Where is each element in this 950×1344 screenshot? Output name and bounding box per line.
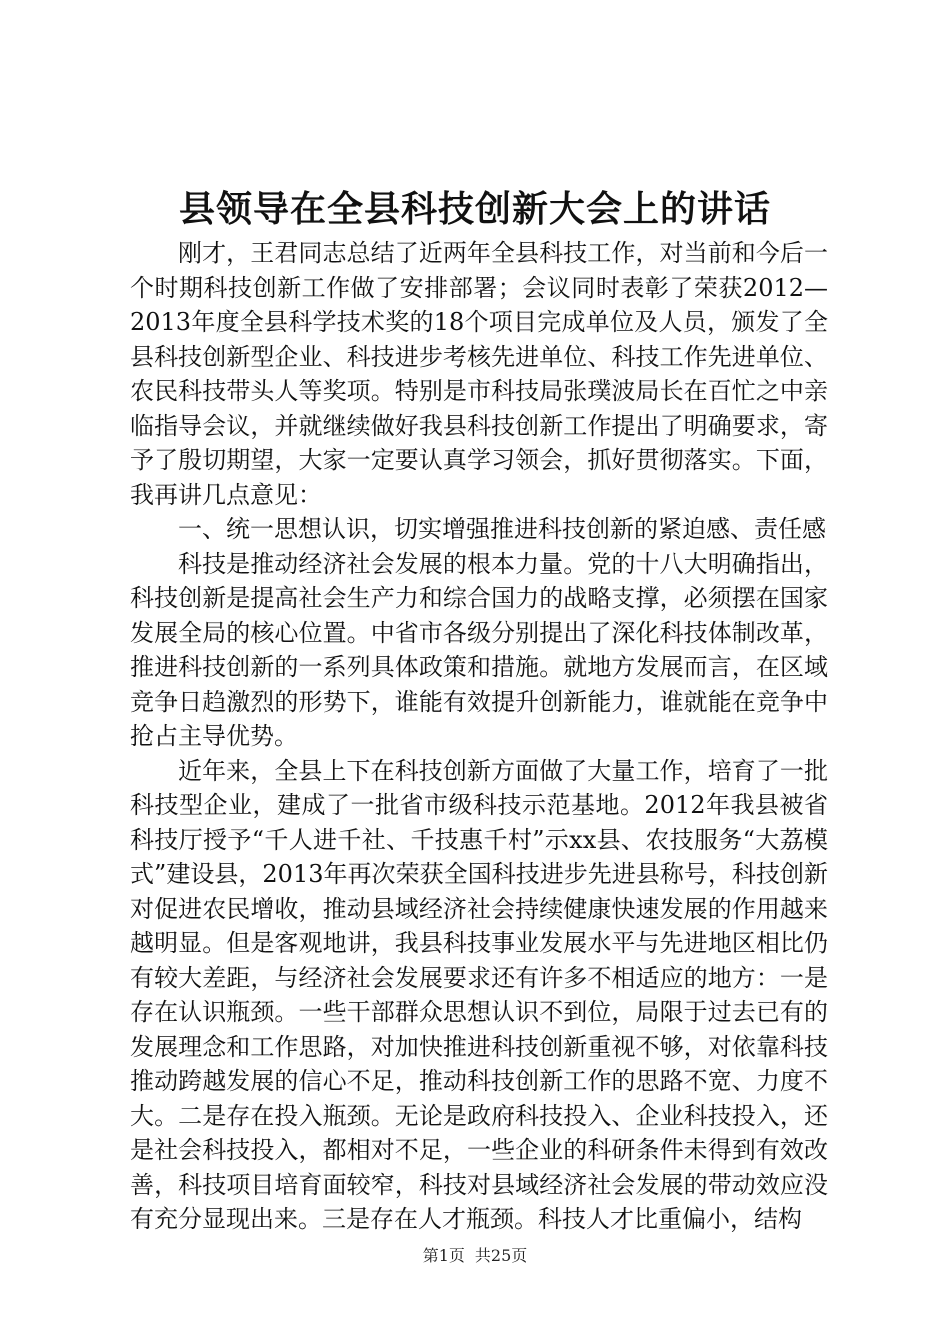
page-footer: [0, 1245, 950, 1267]
paragraph: 科技是推动经济社会发展的根本力量。党的十八大明确指出，科技创新是提高社会生产力和综合国力的战略支撑，必须摆在国家发展全局的核心位置。中省市各级分别提出了深化科技体制改革，推进科技创新的一系列具体政策和措施。就地方发展而言，在区域竞争日趋激烈的形势下，谁能有效提升创新能力，谁就能在竞争中抢占主导优势。: [130, 549, 828, 750]
section-heading: 一、统一思想认识，切实增强推进科技创新的紧迫感、责任感: [178, 515, 826, 543]
paragraph: 近年来，全县上下在科技创新方面做了大量工作，培育了一批科技型企业，建成了一批省市级科技示范基地。2012年我县被省科技厅授予“千人进千社、千技惠千村”示xx县、农技服务“大荔模式”建设县，2013年再次荣获全国科技进步先进县称号，科技创新对促进农民增收，推动县域经济社会持续健康快速发展的作用越来越明显。但是客观地讲，我县科技事业发展水平与先进地区相比仍有较大差距，与经济社会发展要求还有许多不相适应的地方：一是存在认识瓶颈。一些干部群众思想认识不到位，局限于过去已有的发展理念和工作思路，对加快推进科技创新重视不够，对依靠科技推动跨越发展的信心不足，推动科技创新工作的思路不宽、力度不大。二是存在投入瓶颈。无论是政府科技投入、企业科技投入，还是社会科技投入，都相对不足，一些企业的科研条件未得到有效改善，科技项目培育面较窄，科技对县域经济社会发展的带动效应没有充分显现出来。三是存在人才瓶颈。科技人才比重偏小，结构: [130, 756, 828, 1233]
document-title: 县领导在全县科技创新大会上的讲话: [178, 188, 771, 230]
page-total: 共25页: [474, 1246, 528, 1265]
document-body: [130, 236, 828, 1237]
paragraph: 刚才，王君同志总结了近两年全县科技工作，对当前和今后一个时期科技创新工作做了安排部署；会议同时表彰了荣获2012—2013年度全县科学技术奖的18个项目完成单位及人员，颁发了全县科技创新型企业、科技进步考核先进单位、科技工作先进单位、农民科技带头人等奖项。特别是市科技局张璞波局长在百忙之中亲临指导会议，并就继续做好我县科技创新工作提出了明确要求，寄予了殷切期望，大家一定要认真学习领会，抓好贯彻落实。下面，我再讲几点意见：: [130, 239, 828, 509]
page-number: 第1页: [422, 1246, 465, 1265]
